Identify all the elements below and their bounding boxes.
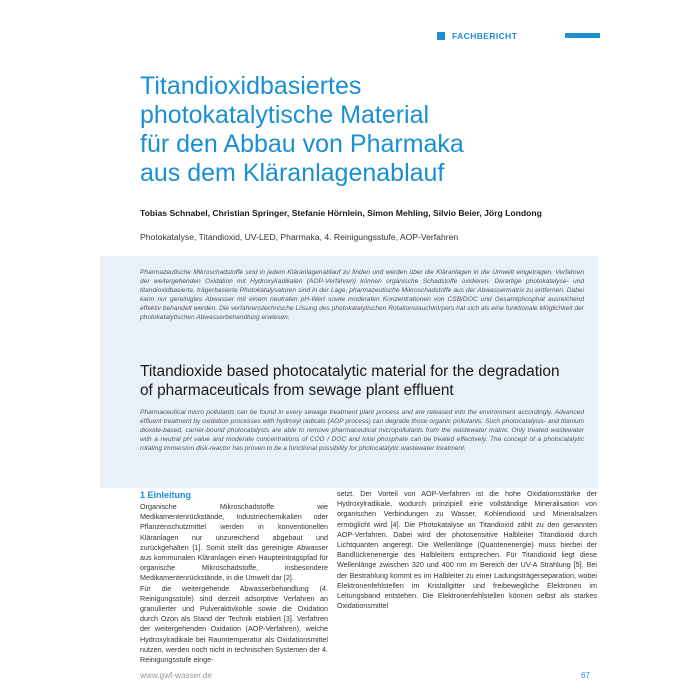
footer-url: www.gwf-wasser.de	[140, 671, 212, 680]
article-title	[140, 72, 570, 188]
english-title-line: Titandioxide based photocatalytic material for the degradation	[140, 363, 560, 380]
body-column-left	[140, 490, 328, 665]
english-title	[140, 362, 590, 400]
abstract-english: Pharmaceutical micro pollutants can be found in every sewage treatment plant process and are released into the environment accordingly. Advanced effluent treatment by oxidation processes with hydroxyl radicals (AOP process) can degrade those organic pollutants. Such photocatalysis- and titanium dioxide-based, carrier-bound photocatalysts are able to remove pharmaceutical micropollutants from the wastewater matrix. Only treated wastewater with a neutral pH value and moderate concentrations of COD / DOC and total phosphate can be treated effectively. The concept of a photocatalytic rotating immersion disk-reactor has proven to be a functional possibility for photocatalytic wastewater treatment.	[140, 409, 584, 453]
author-list: Tobias Schnabel, Christian Springer, Stefanie Hörnlein, Simon Mehling, Silvio Beier, Jörg Londong	[140, 208, 542, 218]
section-heading: 1 Einleitung	[140, 490, 192, 500]
body-paragraph: Für die weitergehende Abwasserbehandlung (4. Reinigungsstufe) sind derzeit adsorptive Verfahren an granulierter und Pulveraktivkohle sowie die Oxidation durch Ozon als Stand der Technik etabliert [3]. Verfahren der weitergehenden Oxidation (AOP-Verfahren), welche Hydroxylradikale bei Raumtemperatur als Oxidationsmittel nutzen, werden noch nicht in technischen Systemen der 4. Reinigungsstufe einge-	[140, 583, 328, 665]
abstract-german: Pharmazeutische Mikroschadstoffe sind in jedem Kläranlagenablauf zu finden und werden über die Kläranlagen in die Umwelt eingetragen. Verfahren der weitergehenden Oxidation mit Hydroxylradikalen (AOP-Verfahren) können organische Schadstoffe oxidieren. Derartige photokatalyse- und titandioxidbasierte, trägerbasierte Photokatalysatoren sind in der Lage, pharmazeutische Mikroschadstoffe aus der Abwassermatrix zu entfernen. Dabei kann nur gereinigtes Abwasser mit einem neutralen pH-Wert sowie moderaten Konzentrationen von CSB/DOC und Gesamtphosphat ausreichend effektiv behandelt werden. Die verfahrenstechnische Lösung des photokatalytischen Rotationstauchkörpers hat sich als eine funktionale Möglichkeit der photokatalytischen Abwasserbehandlung erwiesen.	[140, 269, 584, 322]
body-column-right	[337, 489, 597, 611]
title-line: aus dem Kläranlagenablauf	[140, 159, 445, 187]
body-paragraph: Organische Mikroschadstoffe wie Medikamentenrückstände, Industriechemikalien oder Pflanzenschutzmittel werden in konventionellen Kläranlagen nur unzureichend abgebaut und zurückgehalten [1]. Somit stellt das gereinigte Abwasser aus kommunalen Kläranlagen einen Haupteintragspfad für organische Mikroschadstoffe, insbesondere Medikamentenrückstände, in die Umwelt dar [2].	[140, 502, 328, 583]
section-label-text: FACHBERICHT	[452, 31, 518, 41]
body-paragraph: setzt. Der Vorteil von AOP-Verfahren ist die hohe Oxidationsstärke der Hydroxylradikale, wodurch prinzipiell eine vollständige Mineralisation von organischen Verbindungen zu Wasser, Kohlendioxid und Mineralsalzen ermöglicht wird [4]. Die Photokatalyse an Titandioxid zählt zu den genannten AOP-Verfahren. Dabei wird der photosensitive Halbleiter Titandioxid durch Lichtquanten angeregt. Die Wellenlänge (Quantenenergie) muss hierbei der Bandlückenenergie des Halbleiters entsprechen. Für Titandioxid liegt diese Wellenlänge zwischen 320 und 400 nm im Bereich der UV-A Strahlung [5]. Bei der Bestrahlung kommt es im Halbleiter zu einer Ladungsträgerseparation, wobei Elektronenfehlstellen im Kristallgitter und freibewegliche Elektronen im Leitungsband entstehen. Die Elektronenfehlstellen können selbst als starkes Oxidationsmittel	[337, 489, 597, 611]
keyword-list: Photokatalyse, Titandioxid, UV-LED, Pharmaka, 4. Reinigungsstufe, AOP-Verfahren	[140, 232, 459, 242]
page-number: 67	[581, 671, 591, 680]
section-square-marker	[437, 32, 445, 40]
header-accent-bar	[565, 33, 600, 38]
title-line: Titandioxidbasiertes	[140, 72, 362, 100]
title-line: photokatalytische Material	[140, 101, 430, 129]
english-title-line: of pharmaceuticals from sewage plant effluent	[140, 382, 454, 399]
section-label	[437, 31, 517, 41]
title-line: für den Abbau von Pharmaka	[140, 130, 464, 158]
